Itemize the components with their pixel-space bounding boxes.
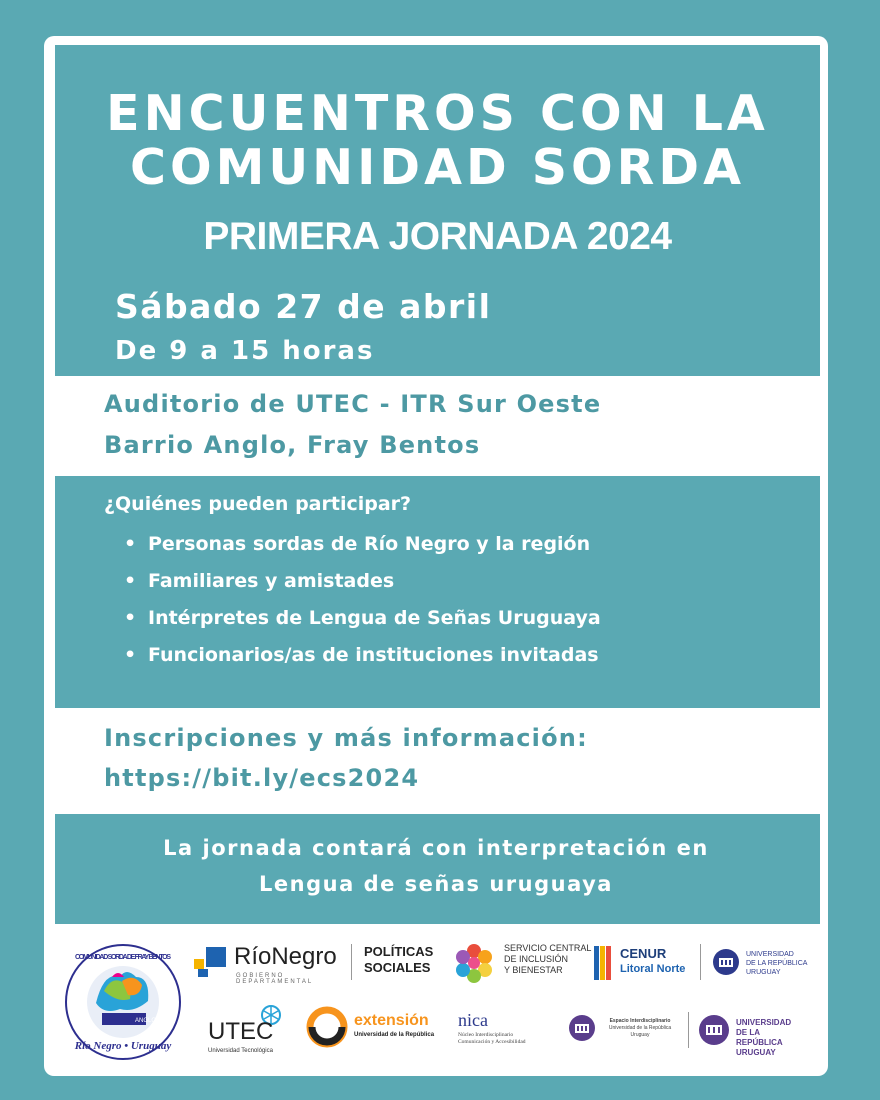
extension-sub: Universidad de la República (354, 1032, 435, 1038)
cenur-line-1: CENUR (620, 946, 667, 961)
rionegro-sub: GOBIERNO DEPARTAMENTAL (236, 973, 314, 985)
participants-question: ¿Quiénes pueden participar? (104, 493, 412, 515)
udelar-line-1: UNIVERSIDAD (746, 951, 794, 958)
servicio-line-2: DE INCLUSIÓN (504, 954, 569, 964)
flower-icon (454, 943, 494, 983)
utec-logo (204, 1004, 294, 1060)
poster-card (44, 36, 828, 1076)
nica-name: nica (458, 1010, 488, 1030)
udelar-line-2: DE LA REPÚBLICA (746, 960, 808, 967)
registration-link[interactable]: https://bit.ly/ecs2024 (104, 764, 420, 792)
espacio-interdisciplinario-logo (568, 1012, 688, 1052)
cenur-logo (594, 944, 694, 984)
servicio-line-3: Y BIENESTAR (504, 965, 563, 975)
udelar-seal-icon (712, 948, 740, 976)
registration-label: Inscripciones y más información: (104, 724, 588, 752)
venue-line-1: Auditorio de UTEC - ITR Sur Oeste (104, 390, 602, 418)
list-item: • Personas sordas de Río Negro y la región (124, 533, 591, 555)
comunidad-arc-bottom: Río Negro • Uruguay (74, 1040, 172, 1052)
udelar-line-3: URUGUAY (746, 969, 781, 976)
event-date: Sábado 27 de abril (115, 287, 492, 326)
udelar2-line-1: UNIVERSIDAD (736, 1018, 792, 1027)
list-item: • Funcionarios/as de instituciones invitadas (124, 644, 599, 666)
extension-logo (306, 1006, 446, 1052)
udelar-seal-icon (698, 1014, 730, 1046)
espacio-seal-icon (568, 1014, 596, 1042)
extension-name: extensión (354, 1012, 429, 1029)
espacio-line-1: Espacio Interdisciplinario (609, 1018, 671, 1024)
nica-sub-2: Comunicación y Accesibilidad (458, 1039, 526, 1045)
extension-icon (306, 1006, 348, 1048)
list-item: • Familiares y amistades (124, 570, 395, 592)
politicas-line-2: SOCIALES (364, 960, 431, 975)
cenur-line-2: Litoral Norte (620, 963, 686, 975)
udelar2-line-3: URUGUAY (736, 1048, 776, 1057)
comunidad-arc-top: COMUNIDAD SORDA DE FRAY BENTOS (75, 954, 171, 961)
servicio-central-logo (454, 941, 594, 985)
rionegro-icon (194, 945, 228, 979)
rionegro-name: RíoNegro (234, 943, 337, 970)
rionegro-logo (194, 943, 344, 983)
comunidad-sorda-logo (64, 943, 182, 1061)
subtitle: PRIMERA JORNADA 2024 (203, 215, 672, 258)
logo-divider (688, 1012, 689, 1048)
nica-logo (456, 1010, 566, 1050)
title-line-2: COMUNIDAD SORDA (129, 139, 745, 196)
espacio-line-2: Universidad de la República (608, 1025, 672, 1031)
interpretation-line-1: La jornada contará con interpretación en (163, 836, 709, 860)
list-item: • Intérpretes de Lengua de Señas Uruguaya (124, 607, 601, 629)
logo-divider (700, 944, 701, 980)
nica-sub-1: Núcleo Interdisciplinario (458, 1032, 514, 1038)
logo-divider (351, 944, 352, 980)
utec-name: UTEC (208, 1018, 274, 1045)
event-hours: De 9 a 15 horas (115, 336, 375, 366)
participants-list (124, 526, 601, 674)
cenur-icon (594, 946, 614, 980)
interpretation-block (55, 814, 820, 924)
venue-line-2: Barrio Anglo, Fray Bentos (104, 431, 481, 459)
udelar-logo-2 (698, 1012, 808, 1057)
comunidad-anglo: ANGLO (135, 1018, 157, 1024)
udelar-logo (712, 946, 812, 982)
title-line-1: ENCUENTROS CON LA (106, 85, 769, 142)
udelar2-line-2: DE LA REPÚBLICA (736, 1028, 783, 1047)
interpretation-line-2: Lengua de señas uruguaya (259, 872, 613, 896)
servicio-line-1: SERVICIO CENTRAL (504, 943, 592, 953)
header-block (55, 45, 820, 376)
politicas-sociales-logo (364, 944, 444, 984)
politicas-line-1: POLÍTICAS (364, 944, 434, 959)
utec-sub: Universidad Tecnológica (208, 1048, 273, 1054)
espacio-line-3: Uruguay (630, 1032, 650, 1038)
